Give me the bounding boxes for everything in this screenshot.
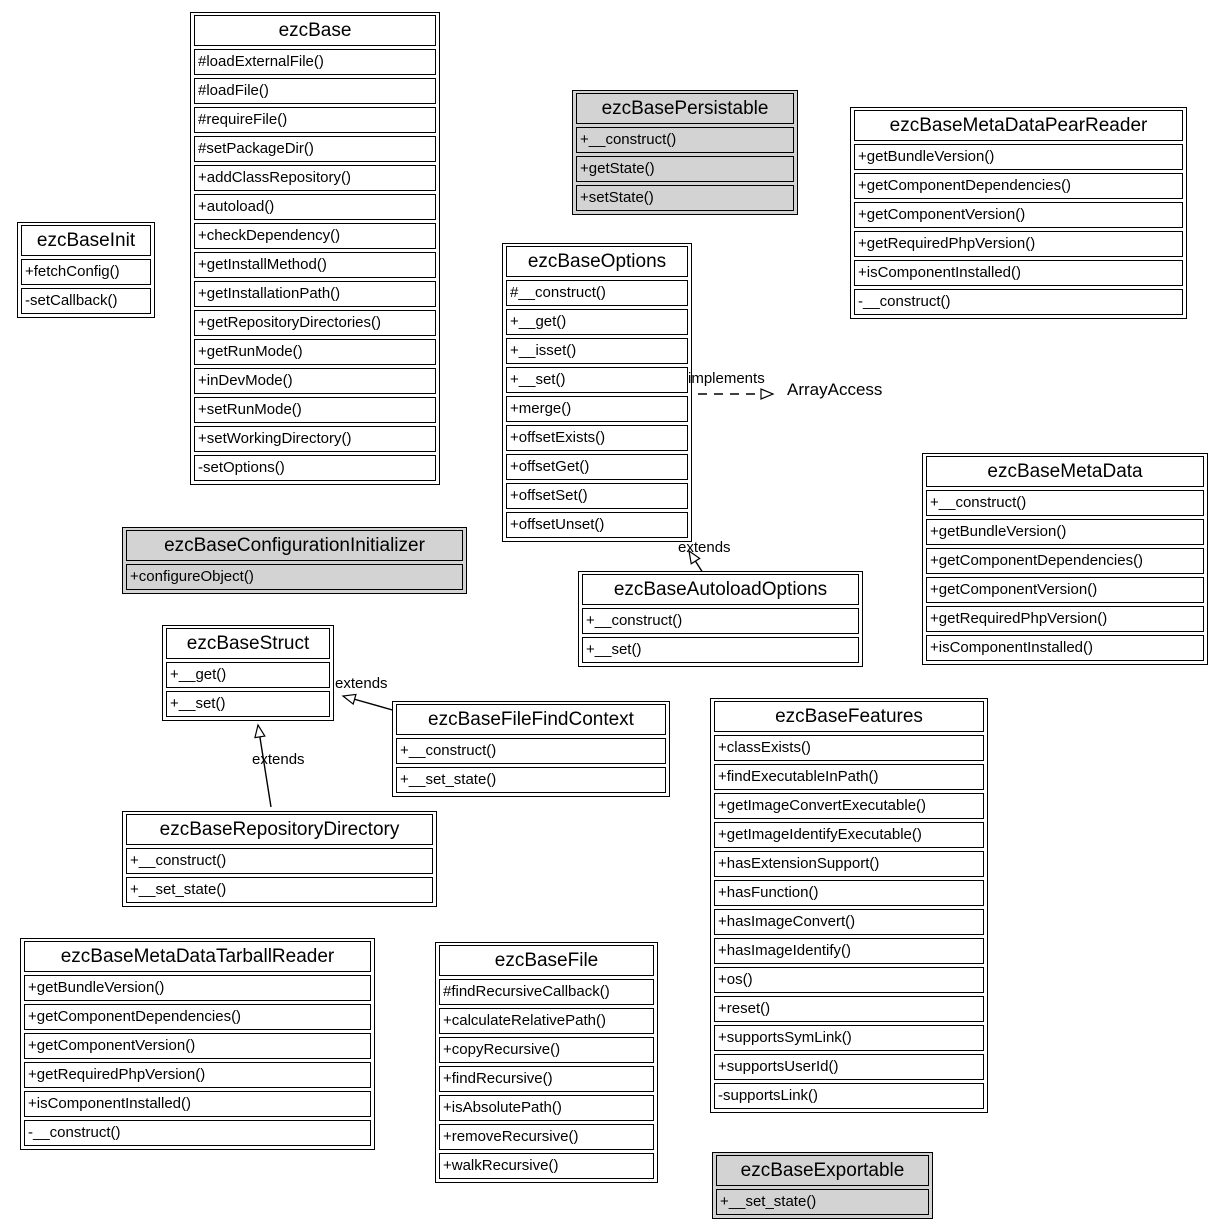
method-row: #loadFile(): [194, 78, 436, 104]
method-row: +configureObject(): [126, 564, 463, 590]
method-row: #loadExternalFile(): [194, 49, 436, 75]
class-title: ezcBaseMetaDataPearReader: [854, 110, 1183, 141]
method-row: #setPackageDir(): [194, 136, 436, 162]
method-row: +__construct(): [396, 738, 666, 764]
method-row: +os(): [714, 967, 984, 993]
method-row: +getComponentDependencies(): [926, 548, 1204, 574]
method-row: +getComponentDependencies(): [24, 1004, 371, 1030]
method-row: +offsetGet(): [506, 454, 688, 480]
method-row: +inDevMode(): [194, 368, 436, 394]
method-row: +__construct(): [576, 127, 794, 153]
method-row: +autoload(): [194, 194, 436, 220]
class-box-ezcBaseRepositoryDirectory: [122, 811, 437, 907]
method-row: +getRequiredPhpVersion(): [24, 1062, 371, 1088]
class-title: ezcBaseRepositoryDirectory: [126, 814, 433, 845]
method-row: +hasImageConvert(): [714, 909, 984, 935]
method-row: +supportsUserId(): [714, 1054, 984, 1080]
method-row: +isComponentInstalled(): [24, 1091, 371, 1117]
class-box-ezcBaseMetaData: [922, 453, 1208, 665]
method-row: +reset(): [714, 996, 984, 1022]
method-row: +isComponentInstalled(): [926, 635, 1204, 661]
method-row: +merge(): [506, 396, 688, 422]
extends-label-struct-right: extends: [335, 675, 388, 692]
extends-label-struct-bottom: extends: [252, 751, 305, 768]
class-title: ezcBaseAutoloadOptions: [582, 574, 859, 605]
method-row: #findRecursiveCallback(): [439, 979, 654, 1005]
method-row: +getState(): [576, 156, 794, 182]
method-row: +getRequiredPhpVersion(): [854, 231, 1183, 257]
class-box-ezcBaseMetaDataPearReader: [850, 107, 1187, 319]
method-row: +classExists(): [714, 735, 984, 761]
class-title: ezcBaseOptions: [506, 246, 688, 277]
class-box-ezcBaseFileFindContext: [392, 701, 670, 797]
method-row: +findRecursive(): [439, 1066, 654, 1092]
method-row: +__get(): [506, 309, 688, 335]
method-row: +supportsSymLink(): [714, 1025, 984, 1051]
class-title: ezcBaseInit: [21, 225, 151, 256]
method-row: +getComponentVersion(): [926, 577, 1204, 603]
method-row: +calculateRelativePath(): [439, 1008, 654, 1034]
extends-arrow-filefindcontext-struct: [343, 696, 396, 711]
class-box-ezcBasePersistable: [572, 90, 798, 215]
extends-label-options: extends: [678, 539, 731, 556]
class-box-ezcBaseMetaDataTarballReader: [20, 938, 375, 1150]
method-row: +walkRecursive(): [439, 1153, 654, 1179]
method-row: +hasFunction(): [714, 880, 984, 906]
class-title: ezcBaseStruct: [166, 628, 330, 659]
method-row: +hasExtensionSupport(): [714, 851, 984, 877]
method-row: +__set(): [582, 637, 859, 663]
method-row: +__get(): [166, 662, 330, 688]
method-row: +getBundleVersion(): [854, 144, 1183, 170]
class-box-ezcBaseFeatures: [710, 698, 988, 1113]
class-box-ezcBase: [190, 12, 440, 485]
method-row: +__construct(): [582, 608, 859, 634]
method-row: +isAbsolutePath(): [439, 1095, 654, 1121]
method-row: +getInstallMethod(): [194, 252, 436, 278]
class-title: ezcBaseFileFindContext: [396, 704, 666, 735]
method-row: +fetchConfig(): [21, 259, 151, 285]
method-row: +__set_state(): [716, 1189, 929, 1215]
method-row: +setWorkingDirectory(): [194, 426, 436, 452]
method-row: +hasImageIdentify(): [714, 938, 984, 964]
method-row: +getImageIdentifyExecutable(): [714, 822, 984, 848]
class-box-ezcBaseExportable: [712, 1152, 933, 1219]
class-box-ezcBaseAutoloadOptions: [578, 571, 863, 667]
method-row: +getComponentDependencies(): [854, 173, 1183, 199]
method-row: +offsetExists(): [506, 425, 688, 451]
class-box-ezcBaseInit: [17, 222, 155, 318]
method-row: #requireFile(): [194, 107, 436, 133]
implements-label: implements: [688, 370, 765, 387]
method-row: -setCallback(): [21, 288, 151, 314]
class-title: ezcBaseMetaData: [926, 456, 1204, 487]
class-title: ezcBasePersistable: [576, 93, 794, 124]
class-title: ezcBaseFeatures: [714, 701, 984, 732]
method-row: +getInstallationPath(): [194, 281, 436, 307]
method-row: +__set(): [166, 691, 330, 717]
method-row: +removeRecursive(): [439, 1124, 654, 1150]
method-row: -supportsLink(): [714, 1083, 984, 1109]
method-row: +__set_state(): [126, 877, 433, 903]
method-row: +__construct(): [926, 490, 1204, 516]
class-title: ezcBaseConfigurationInitializer: [126, 530, 463, 561]
arrayaccess-type-label: ArrayAccess: [787, 380, 883, 399]
class-box-ezcBaseOptions: [502, 243, 692, 542]
method-row: +__construct(): [126, 848, 433, 874]
method-row: #__construct(): [506, 280, 688, 306]
method-row: +setState(): [576, 185, 794, 211]
method-row: -__construct(): [854, 289, 1183, 315]
method-row: +__set(): [506, 367, 688, 393]
method-row: +__set_state(): [396, 767, 666, 793]
method-row: +addClassRepository(): [194, 165, 436, 191]
method-row: +getComponentVersion(): [24, 1033, 371, 1059]
method-row: +getImageConvertExecutable(): [714, 793, 984, 819]
method-row: +isComponentInstalled(): [854, 260, 1183, 286]
method-row: +copyRecursive(): [439, 1037, 654, 1063]
class-title: ezcBaseMetaDataTarballReader: [24, 941, 371, 972]
class-title: ezcBaseFile: [439, 945, 654, 976]
method-row: +offsetUnset(): [506, 512, 688, 538]
method-row: +checkDependency(): [194, 223, 436, 249]
method-row: +getBundleVersion(): [24, 975, 371, 1001]
class-title: ezcBaseExportable: [716, 1155, 929, 1186]
method-row: +setRunMode(): [194, 397, 436, 423]
method-row: +getRepositoryDirectories(): [194, 310, 436, 336]
method-row: -setOptions(): [194, 455, 436, 481]
class-box-ezcBaseStruct: [162, 625, 334, 721]
method-row: +getRunMode(): [194, 339, 436, 365]
class-box-ezcBaseConfigurationInitializer: [122, 527, 467, 594]
method-row: +__isset(): [506, 338, 688, 364]
method-row: +getBundleVersion(): [926, 519, 1204, 545]
method-row: +getRequiredPhpVersion(): [926, 606, 1204, 632]
class-box-ezcBaseFile: [435, 942, 658, 1183]
method-row: +offsetSet(): [506, 483, 688, 509]
method-row: -__construct(): [24, 1120, 371, 1146]
method-row: +findExecutableInPath(): [714, 764, 984, 790]
method-row: +getComponentVersion(): [854, 202, 1183, 228]
class-title: ezcBase: [194, 15, 436, 46]
